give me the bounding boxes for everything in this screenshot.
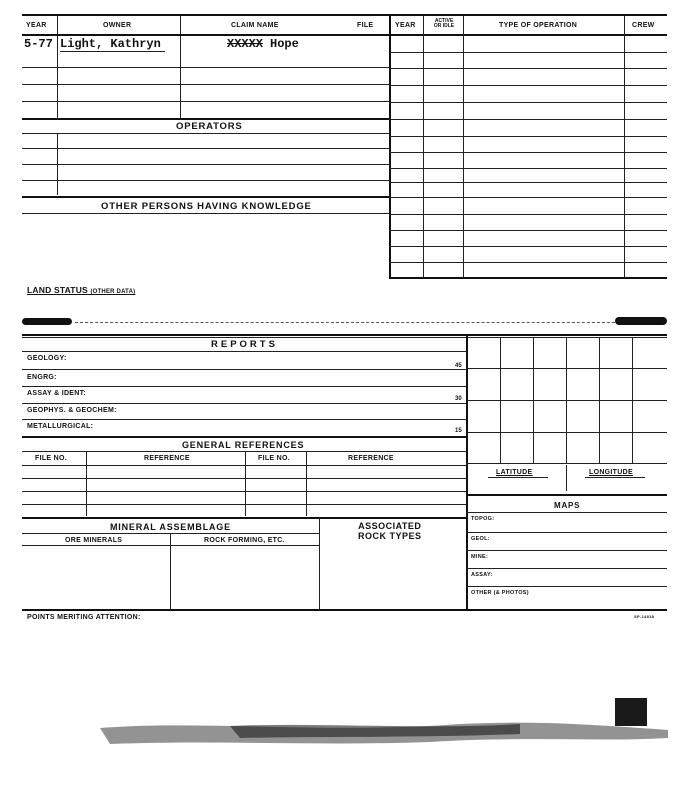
references-col-sep: [245, 451, 246, 516]
minerals-top-rule: [22, 517, 466, 519]
ore-minerals-label: ORE MINERALS: [65, 537, 123, 544]
map-other: OTHER (& PHOTOS): [471, 590, 529, 596]
longitude-underline: [585, 477, 645, 478]
map-mine: MINE:: [471, 554, 489, 560]
operators-top-rule: [22, 118, 389, 120]
history-row: [389, 85, 667, 86]
report-assay-num: 30: [455, 396, 462, 402]
latitude-underline: [488, 477, 548, 478]
header-year-2: YEAR: [395, 22, 416, 29]
map-geol: GEOL:: [471, 536, 490, 542]
form-number: SP-14818: [634, 614, 655, 619]
form-bottom-rule: [22, 609, 667, 611]
active-col-sep: [463, 16, 464, 278]
header-owner: OWNER: [103, 22, 132, 29]
references-row: [22, 465, 466, 466]
associated-rock-types-heading: [358, 521, 422, 541]
reports-row: [22, 403, 466, 404]
maps-row: [466, 568, 667, 569]
operators-col-sep: [57, 133, 58, 195]
history-row: [389, 262, 667, 263]
history-row: [389, 230, 667, 231]
col-sep: [57, 36, 58, 118]
latlong-sep: [566, 465, 567, 491]
entry-claim-name: Hope: [270, 37, 299, 51]
header-sep: [57, 16, 58, 34]
grid-hline: [466, 400, 667, 401]
history-row: [389, 214, 667, 215]
header-file: FILE: [357, 22, 374, 29]
scan-artifact: [0, 690, 678, 800]
or-idle-label: OR IDLE: [433, 23, 455, 29]
maps-heading: MAPS: [554, 501, 581, 510]
reports-top-rule: [22, 334, 667, 336]
map-topog: TOPOG:: [471, 516, 495, 522]
col-sep: [180, 36, 181, 118]
report-geophys: GEOPHYS. & GEOCHEM:: [27, 407, 117, 414]
entry-claim-struck: XXXXX: [227, 37, 264, 51]
land-status-line: [75, 322, 615, 323]
entry-owner: Light, Kathryn: [60, 37, 161, 51]
rock-types-label: ROCK TYPES: [358, 531, 422, 541]
header-sep: [180, 16, 181, 34]
history-row: [389, 52, 667, 53]
references-row: [22, 478, 466, 479]
maps-row: [466, 550, 667, 551]
land-status-note: (OTHER DATA): [90, 289, 136, 295]
header-claim-name: CLAIM NAME: [231, 22, 279, 29]
header-type-of-operation: TYPE OF OPERATION: [499, 22, 578, 29]
operators-heading: OPERATORS: [176, 121, 243, 132]
reports-row: [22, 386, 466, 387]
report-engrg: ENGRG:: [27, 374, 57, 381]
active-label: ACTIVE: [434, 18, 454, 24]
other-persons-heading: OTHER PERSONS HAVING KNOWLEDGE: [101, 201, 312, 212]
ref-file-no: FILE NO.: [35, 455, 67, 462]
report-metallurgical: METALLURGICAL:: [27, 423, 94, 430]
other-persons-rule: [22, 213, 389, 214]
history-row: [389, 168, 667, 169]
reports-row: [22, 419, 466, 420]
points-meriting-attention: POINTS MERITING ATTENTION:: [27, 614, 141, 621]
longitude-label: LONGITUDE: [589, 469, 633, 476]
ref-reference: REFERENCE: [144, 455, 190, 462]
general-references-heading: GENERAL REFERENCES: [182, 440, 305, 450]
mineral-assemblage-heading: MINERAL ASSEMBLAGE: [110, 522, 231, 532]
references-col-sep: [86, 451, 87, 516]
owner-underline: [60, 51, 165, 52]
history-row: [389, 182, 667, 183]
entry-year: 5-77: [24, 37, 53, 51]
history-bottom: [389, 277, 667, 279]
history-row: [389, 197, 667, 198]
history-row: [389, 246, 667, 247]
header-top-rule: [22, 14, 667, 16]
operators-row: [22, 180, 389, 181]
operators-rule: [22, 133, 389, 134]
report-metallurgical-num: 15: [455, 428, 462, 434]
ink-smudge: [22, 318, 72, 325]
references-row: [22, 491, 466, 492]
references-top-rule: [22, 436, 466, 438]
grid-hline: [466, 368, 667, 369]
report-geology: GEOLOGY:: [27, 355, 67, 362]
ref-reference-2: REFERENCE: [348, 455, 394, 462]
left-right-divider: [389, 16, 391, 278]
history-row: [389, 136, 667, 137]
report-geology-num: 45: [455, 363, 462, 369]
header-active-idle: [427, 19, 461, 29]
header-crew: CREW: [632, 22, 655, 29]
history-row: [389, 102, 667, 103]
references-rule: [22, 451, 466, 452]
references-row: [22, 504, 466, 505]
row-line: [22, 84, 389, 85]
reports-heading: REPORTS: [211, 339, 278, 350]
operators-row: [22, 164, 389, 165]
reports-rule: [22, 351, 466, 352]
year-col-sep: [423, 16, 424, 278]
reports-top-rule-2: [22, 337, 667, 338]
maps-row: [466, 532, 667, 533]
land-status-label: LAND STATUS: [27, 285, 88, 295]
associated-label: ASSOCIATED: [358, 521, 422, 531]
operators-row: [22, 148, 389, 149]
crew-col-sep: [624, 16, 625, 278]
ref-file-no-2: FILE NO.: [258, 455, 290, 462]
minerals-col-sep: [319, 517, 320, 610]
references-col-sep: [306, 451, 307, 516]
maps-top-rule: [466, 494, 667, 496]
header-year: YEAR: [26, 22, 47, 29]
map-assay: ASSAY:: [471, 572, 493, 578]
row-line: [22, 67, 389, 68]
history-row: [389, 68, 667, 69]
ink-smudge: [615, 317, 667, 325]
rock-forming-label: ROCK FORMING, ETC.: [204, 537, 285, 544]
history-row: [389, 152, 667, 153]
grid-hline: [466, 463, 667, 464]
grid-hline: [466, 432, 667, 433]
maps-rule: [466, 512, 667, 513]
land-status-heading: [27, 285, 135, 295]
minerals-inner-sep: [170, 533, 171, 610]
row-line: [22, 101, 389, 102]
reports-row: [22, 369, 466, 370]
maps-row: [466, 586, 667, 587]
latitude-label: LATITUDE: [496, 469, 533, 476]
history-row: [389, 119, 667, 120]
header-bottom-rule: [22, 34, 667, 36]
other-persons-top-rule: [22, 196, 389, 198]
report-assay: ASSAY & IDENT:: [27, 390, 87, 397]
